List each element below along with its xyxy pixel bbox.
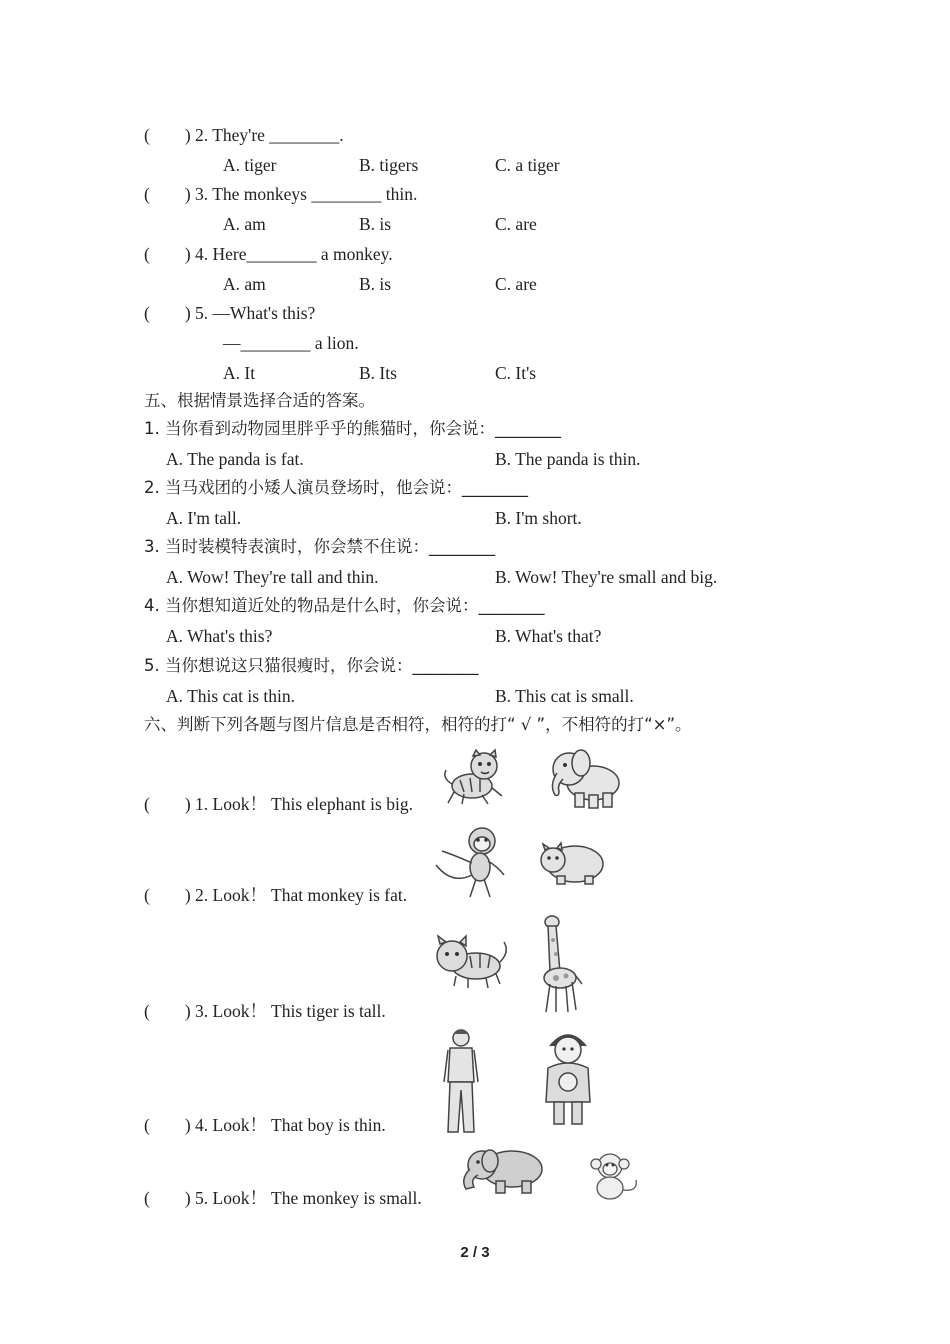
s5-q2-option-b: B. I'm short. xyxy=(495,508,582,528)
fat-animal-picture xyxy=(535,838,607,886)
mc-q4-stem: ( ) 4. Here________ a monkey. xyxy=(144,244,393,264)
mc-q4-option-b: B. is xyxy=(359,274,392,294)
mc-q4-option-c: C. are xyxy=(495,274,537,294)
s5-q4-option-b: B. What's that? xyxy=(495,626,602,646)
s5-q3-option-b: B. Wow! They're small and big. xyxy=(495,567,718,587)
mc-q5-option-c: C. It's xyxy=(495,363,537,383)
s5-q5-option-b: B. This cat is small. xyxy=(495,686,634,706)
section5-title: 五、根据情景选择合适的答案。 xyxy=(144,391,375,410)
tiger-picture-2 xyxy=(430,932,510,990)
mc-q2-stem: ( ) 2. They're ________. xyxy=(144,125,344,145)
s5-q4-option-a: A. What's this? xyxy=(166,626,273,646)
s5-q2-option-a: A. I'm tall. xyxy=(166,508,242,528)
mc-q5-stem: ( ) 5. —What's this? xyxy=(144,303,316,323)
mc-q2-option-a: A. tiger xyxy=(223,155,277,175)
mc-q5-sub: —________ a lion. xyxy=(223,333,359,353)
small-monkey-picture xyxy=(580,1150,642,1202)
s5-q4: 4. 当你想知道近处的物品是什么时，你会说：________ xyxy=(144,596,545,615)
s5-q5-option-a: A. This cat is thin. xyxy=(166,686,295,706)
mc-q4-option-a: A. am xyxy=(223,274,266,294)
mc-q5-option-b: B. Its xyxy=(359,363,397,383)
s5-q2: 2. 当马戏团的小矮人演员登场时，他会说：________ xyxy=(144,478,528,497)
mc-q5-option-a: A. It xyxy=(223,363,256,383)
mc-q3-option-b: B. is xyxy=(359,214,392,234)
mc-q3-option-c: C. are xyxy=(495,214,537,234)
giraffe-picture xyxy=(536,912,584,1016)
s6-item3-text: ( ) 3. Look！ This tiger is tall. xyxy=(144,1001,386,1021)
s6-item5-text: ( ) 5. Look！ The monkey is small. xyxy=(144,1188,422,1208)
s5-q3-option-a: A. Wow! They're tall and thin. xyxy=(166,567,379,587)
elephant-picture-2 xyxy=(456,1145,548,1197)
monkey-picture xyxy=(432,825,512,903)
mc-q2-option-c: C. a tiger xyxy=(495,155,560,175)
s6-item1-text: ( ) 1. Look！ This elephant is big. xyxy=(144,794,413,814)
mc-q3-stem: ( ) 3. The monkeys ________ thin. xyxy=(144,184,418,204)
section6-title: 六、判断下列各题与图片信息是否相符，相符的打“ √ ”，不相符的打“×”。 xyxy=(144,715,692,734)
tiger-picture xyxy=(440,748,510,806)
s5-q5: 5. 当你想说这只猫很瘦时，你会说：________ xyxy=(144,656,479,675)
s5-q1: 1. 当你看到动物园里胖乎乎的熊猫时，你会说：________ xyxy=(144,419,561,438)
s5-q3: 3. 当时装模特表演时，你会禁不住说：________ xyxy=(144,537,495,556)
s6-item4-text: ( ) 4. Look！ That boy is thin. xyxy=(144,1115,386,1135)
s5-q1-option-b: B. The panda is thin. xyxy=(495,449,641,469)
s6-item2-text: ( ) 2. Look！ That monkey is fat. xyxy=(144,885,408,905)
mc-q2-option-b: B. tigers xyxy=(359,155,419,175)
elephant-picture xyxy=(545,745,625,811)
girl-picture xyxy=(540,1030,596,1128)
mc-q3-option-a: A. am xyxy=(223,214,266,234)
s5-q1-option-a: A. The panda is fat. xyxy=(166,449,304,469)
page-number: 2 / 3 xyxy=(460,1244,490,1261)
thin-man-picture xyxy=(438,1028,484,1136)
